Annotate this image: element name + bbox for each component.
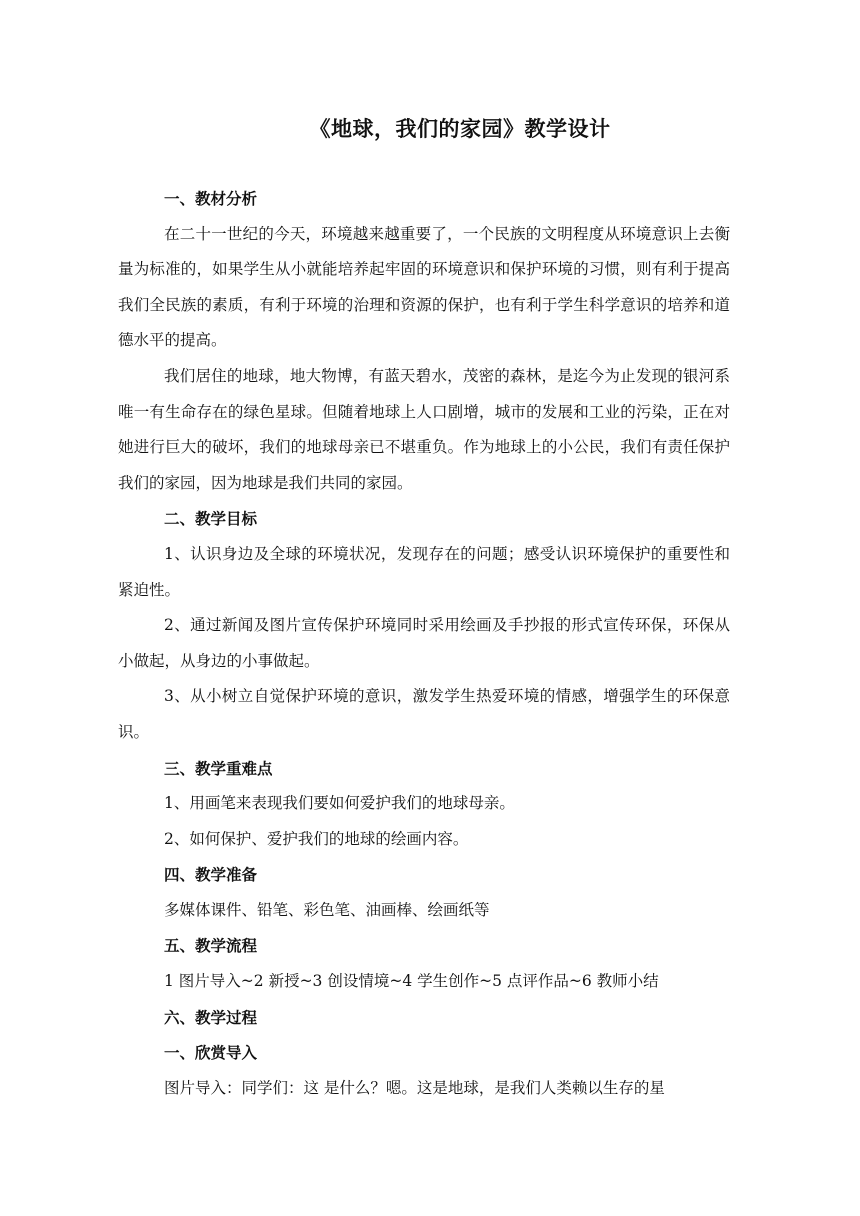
body-line: 图片导入：同学们：这 是什么？嗯。这是地球，是我们人类赖以生存的星: [164, 1078, 665, 1097]
body-paragraph: 1、认识身边及全球的环境状况，发现存在的问题；感受认识环境保护的重要性和紧迫性。: [118, 544, 730, 599]
section-heading: 三、教学重难点: [164, 758, 273, 778]
section-heading: 一、教材分析: [164, 189, 258, 208]
section-heading: 五、教学流程: [164, 936, 258, 956]
section-heading: 六、教学过程: [164, 1007, 258, 1027]
body-paragraph: 2、通过新闻及图片宣传保护环境同时采用绘画及手抄报的形式宣传环保，环保从小做起，从身边的小事做起。: [118, 616, 730, 670]
subsection-heading: 一、欣赏导入: [164, 1043, 258, 1063]
body-paragraph: 3、从小树立自觉保护环境的意识，激发学生热爱环境的情感，增强学生的环保意识。: [118, 687, 730, 741]
document-title: 《地球，我们的家园》教学设计: [309, 116, 611, 141]
section-heading: 二、教学目标: [164, 509, 258, 529]
body-line: 1 图片导入~2 新授~3 创设情境~4 学生创作~5 点评作品~6 教师小结: [164, 972, 659, 991]
body-paragraph: 我们居住的地球，地大物博，有蓝天碧水，茂密的森林，是迄今为止发现的银河系唯一有生命存在的绿色星球。但随着地球上人口剧增，城市的发展和工业的污染，正在对她进行巨大的破坏，我们的地球母亲已不堪重负。作为地球上的小公民，我们有责任保护我们的家园，因为地球是我们共同的家园。: [118, 366, 730, 492]
document-body: [118, 181, 730, 1106]
body-line: 多媒体课件、铅笔、彩色笔、油画棒、绘画纸等: [164, 900, 490, 919]
section-heading: 四、教学准备: [164, 865, 258, 885]
body-paragraph: 在二十一世纪的今天，环境越来越重要了，一个民族的文明程度从环境意识上去衡量为标准的，如果学生从小就能培养起牢固的环境意识和保护环境的习惯，则有利于提高我们全民族的素质，有利于环境的治理和资源的保护，也有利于学生科学意识的培养和道德水平的提高。: [118, 224, 730, 350]
body-line: 2、如何保护、爱护我们的地球的绘画内容。: [164, 829, 469, 848]
body-line: 1、用画笔来表现我们要如何爱护我们的地球母亲。: [164, 794, 515, 813]
